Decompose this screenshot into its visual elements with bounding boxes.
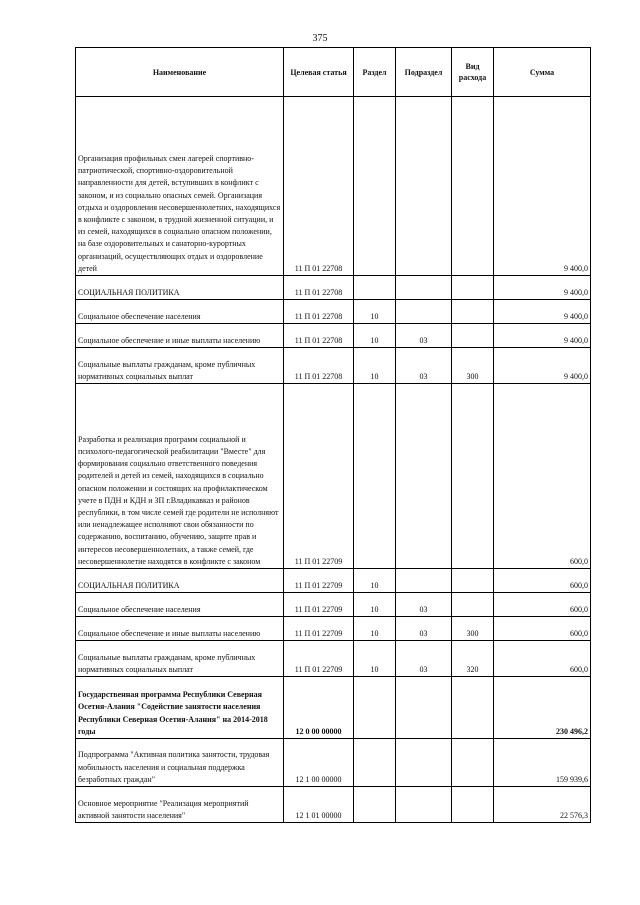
row-target-cell: 11 П 01 22708: [284, 324, 354, 348]
row-expense-type-cell: [452, 97, 494, 276]
row-amount-cell: 600,0: [494, 569, 591, 593]
table-row: [76, 324, 591, 348]
row-name-cell: Социальное обеспечение и иные выплаты населению: [76, 324, 284, 348]
row-amount-cell: 9 400,0: [494, 276, 591, 300]
row-name-cell: Основное мероприятие "Реализация мероприятий активной занятости населения": [76, 787, 284, 823]
table-row: [76, 300, 591, 324]
row-section-cell: [354, 276, 396, 300]
row-section-cell: 10: [354, 641, 396, 677]
row-amount-cell: 9 400,0: [494, 324, 591, 348]
row-target-cell: 12 1 01 00000: [284, 787, 354, 823]
table-row: [76, 787, 591, 823]
row-amount-cell: 600,0: [494, 384, 591, 569]
table-row: [76, 677, 591, 739]
row-section-cell: [354, 677, 396, 739]
table-row: [76, 384, 591, 569]
table-row: [76, 348, 591, 384]
row-subsection-cell: [396, 276, 452, 300]
row-section-cell: 10: [354, 324, 396, 348]
row-target-cell: 12 0 00 00000: [284, 677, 354, 739]
row-section-cell: 10: [354, 593, 396, 617]
row-section-cell: [354, 787, 396, 823]
row-name-cell: СОЦИАЛЬНАЯ ПОЛИТИКА: [76, 276, 284, 300]
row-subsection-cell: 03: [396, 641, 452, 677]
row-amount-cell: 600,0: [494, 641, 591, 677]
row-subsection-cell: [396, 300, 452, 324]
header-target: Целевая статья: [284, 48, 354, 97]
row-section-cell: [354, 97, 396, 276]
row-target-cell: 11 П 01 22708: [284, 97, 354, 276]
row-subsection-cell: [396, 384, 452, 569]
row-name-cell: Подпрограмма "Активная политика занятости, трудовая мобильность населения и социальная поддержка безработных граждан": [76, 739, 284, 787]
row-section-cell: 10: [354, 617, 396, 641]
row-target-cell: 11 П 01 22709: [284, 593, 354, 617]
row-expense-type-cell: [452, 739, 494, 787]
row-section-cell: 10: [354, 569, 396, 593]
row-name-cell: Разработка и реализация программ социальной и психолого-педагогической реабилитации "Вместе" для формирования социально ответственного поведения родителей и детей из семей, находящихся в социально опасном положении и состоящих на профилактическом учете в ПДН и КДН и ЗП г.Владикавказ и районов республики, в том числе семей где родители не исполняют или ненадлежащее исполняют свои обязанности по содержанию, воспитанию, обучению, защите прав и интересов несовершеннолетних, а также семей, где несовершеннолетие находятся в конфликте с законом: [76, 384, 284, 569]
row-amount-cell: 9 400,0: [494, 348, 591, 384]
row-name-cell: СОЦИАЛЬНАЯ ПОЛИТИКА: [76, 569, 284, 593]
row-amount-cell: 22 576,3: [494, 787, 591, 823]
row-subsection-cell: [396, 677, 452, 739]
budget-table: [75, 47, 591, 823]
header-section: Раздел: [354, 48, 396, 97]
row-expense-type-cell: [452, 593, 494, 617]
row-subsection-cell: [396, 569, 452, 593]
row-target-cell: 12 1 00 00000: [284, 739, 354, 787]
row-target-cell: 11 П 01 22709: [284, 617, 354, 641]
table-row: [76, 739, 591, 787]
row-subsection-cell: [396, 787, 452, 823]
header-amount: Сумма: [494, 48, 591, 97]
row-subsection-cell: 03: [396, 593, 452, 617]
row-subsection-cell: [396, 739, 452, 787]
row-expense-type-cell: [452, 384, 494, 569]
row-name-cell: Государственная программа Республики Северная Осетия-Алания "Содействие занятости населения Республики Северная Осетия-Алания" на 2014-2018 годы: [76, 677, 284, 739]
row-expense-type-cell: [452, 300, 494, 324]
table-row: [76, 617, 591, 641]
row-subsection-cell: 03: [396, 617, 452, 641]
row-expense-type-cell: [452, 276, 494, 300]
table-row: [76, 276, 591, 300]
header-row: [76, 48, 591, 97]
row-name-cell: Социальное обеспечение населения: [76, 300, 284, 324]
row-name-cell: Социальное обеспечение населения: [76, 593, 284, 617]
row-target-cell: 11 П 01 22709: [284, 384, 354, 569]
row-expense-type-cell: [452, 324, 494, 348]
table-row: [76, 569, 591, 593]
row-expense-type-cell: [452, 569, 494, 593]
page-number: 375: [312, 33, 328, 44]
row-subsection-cell: [396, 97, 452, 276]
row-subsection-cell: 03: [396, 324, 452, 348]
row-target-cell: 11 П 01 22709: [284, 569, 354, 593]
row-name-cell: Социальные выплаты гражданам, кроме публичных нормативных социальных выплат: [76, 348, 284, 384]
row-expense-type-cell: 300: [452, 348, 494, 384]
row-section-cell: 10: [354, 300, 396, 324]
header-expense-type: Вид расхода: [452, 48, 494, 97]
row-target-cell: 11 П 01 22709: [284, 641, 354, 677]
header-subsection: Подраздел: [396, 48, 452, 97]
row-amount-cell: 600,0: [494, 617, 591, 641]
row-expense-type-cell: [452, 787, 494, 823]
row-target-cell: 11 П 01 22708: [284, 300, 354, 324]
row-name-cell: Социальное обеспечение и иные выплаты населению: [76, 617, 284, 641]
row-amount-cell: 159 939,6: [494, 739, 591, 787]
row-amount-cell: 9 400,0: [494, 300, 591, 324]
row-name-cell: Социальные выплаты гражданам, кроме публичных нормативных социальных выплат: [76, 641, 284, 677]
row-expense-type-cell: 300: [452, 617, 494, 641]
row-section-cell: 10: [354, 348, 396, 384]
row-expense-type-cell: [452, 677, 494, 739]
row-section-cell: [354, 739, 396, 787]
row-target-cell: 11 П 01 22708: [284, 348, 354, 384]
row-amount-cell: 9 400,0: [494, 97, 591, 276]
table-row: [76, 97, 591, 276]
header-name: Наименование: [76, 48, 284, 97]
row-amount-cell: 230 496,2: [494, 677, 591, 739]
row-section-cell: [354, 384, 396, 569]
row-target-cell: 11 П 01 22708: [284, 276, 354, 300]
table-row: [76, 593, 591, 617]
row-subsection-cell: 03: [396, 348, 452, 384]
row-amount-cell: 600,0: [494, 593, 591, 617]
table-row: [76, 641, 591, 677]
row-name-cell: Организация профильных смен лагерей спортивно-патриотической, спортивно-оздоровительной направленности для детей, вступивших в конфликт с законом, и из социально опасных семей. Организация отдыха и оздоровления несовершеннолетних, находящихся в конфликте с законом, в трудной жизненной ситуации, и из семей, находящихся в социально опасном положении, на базе оздоровительных и санаторно-курортных организаций, осуществляющих отдых и оздоровление детей: [76, 97, 284, 276]
row-expense-type-cell: 320: [452, 641, 494, 677]
